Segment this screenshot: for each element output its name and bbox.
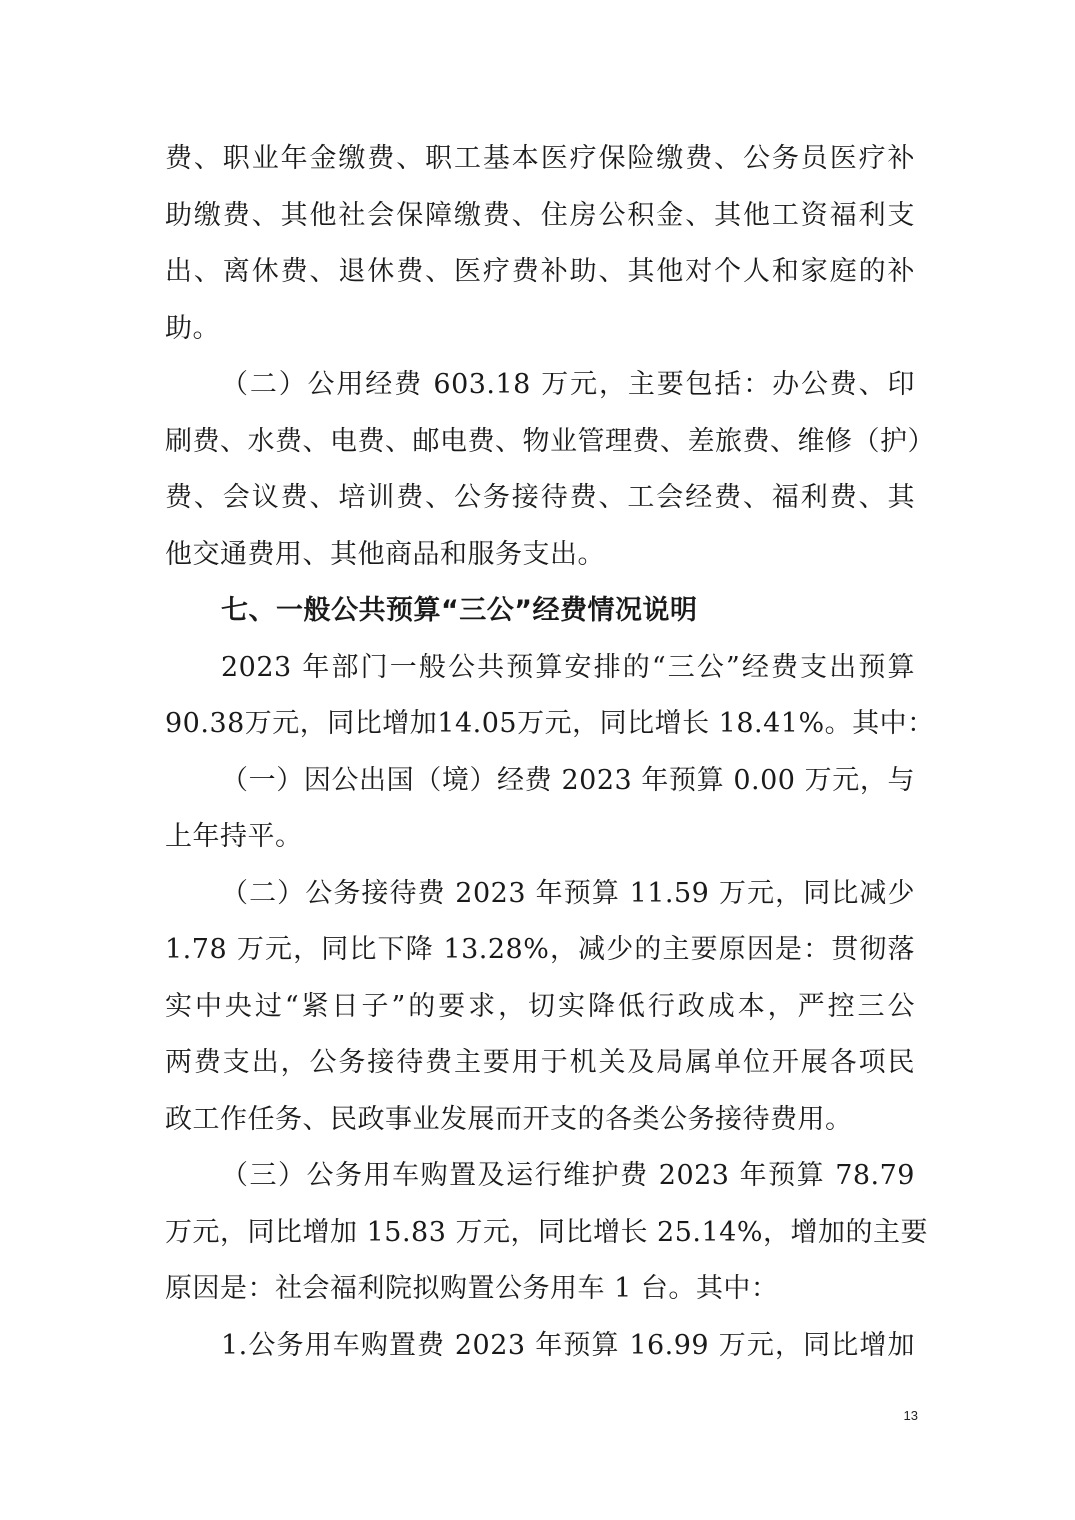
paragraph-line: 出、离休费、退休费、医疗费补助、其他对个人和家庭的补 xyxy=(165,256,915,287)
paragraph-line: 1.78 万元，同比下降 13.28%，减少的主要原因是：贯彻落 xyxy=(165,934,915,965)
paragraph-line: 助缴费、其他社会保障缴费、住房公积金、其他工资福利支 xyxy=(165,199,915,231)
paragraph-line: 原因是：社会福利院拟购置公务用车 1 台。其中： xyxy=(165,1273,779,1304)
paragraph-line: 助。 xyxy=(165,312,220,344)
paragraph-line: 两费支出，公务接待费主要用于机关及局属单位开展各项民 xyxy=(165,1047,915,1078)
paragraph-line: 万元，同比增加 15.83 万元，同比增长 25.14%，增加的主要 xyxy=(165,1216,928,1248)
paragraph-line: （一）因公出国（境）经费 2023 年预算 0.00 万元，与 xyxy=(221,764,915,796)
paragraph-line: 政工作任务、民政事业发展而开支的各类公务接待费用。 xyxy=(165,1103,853,1135)
paragraph-line: 费、会议费、培训费、公务接待费、工会经费、福利费、其 xyxy=(165,482,915,513)
paragraph-line: 2023 年部门一般公共预算安排的“三公”经费支出预算 xyxy=(221,651,915,683)
paragraph-line: 1.公务用车购置费 2023 年预算 16.99 万元，同比增加 xyxy=(221,1329,915,1361)
document-body xyxy=(165,131,935,1374)
paragraph-line: （二）公用经费 603.18 万元，主要包括：办公费、印 xyxy=(221,369,915,400)
paragraph-line: （三）公务用车购置及运行维护费 2023 年预算 78.79 xyxy=(221,1160,915,1191)
paragraph-line: 刷费、水费、电费、邮电费、物业管理费、差旅费、维修（护） xyxy=(165,425,935,457)
page-number: 13 xyxy=(903,1408,918,1423)
paragraph-line: （二）公务接待费 2023 年预算 11.59 万元，同比减少 xyxy=(221,877,915,909)
paragraph-line: 他交通费用、其他商品和服务支出。 xyxy=(165,538,605,570)
paragraph-line: 上年持平。 xyxy=(165,821,303,852)
section-heading: 七、一般公共预算“三公”经费情况说明 xyxy=(221,595,698,626)
paragraph-line: 费、职业年金缴费、职工基本医疗保险缴费、公务员医疗补 xyxy=(165,143,915,174)
paragraph-line: 实中央过“紧日子”的要求，切实降低行政成本，严控三公 xyxy=(165,990,915,1022)
paragraph-line: 90.38万元，同比增加14.05万元，同比增长 18.41%。其中： xyxy=(165,708,935,739)
